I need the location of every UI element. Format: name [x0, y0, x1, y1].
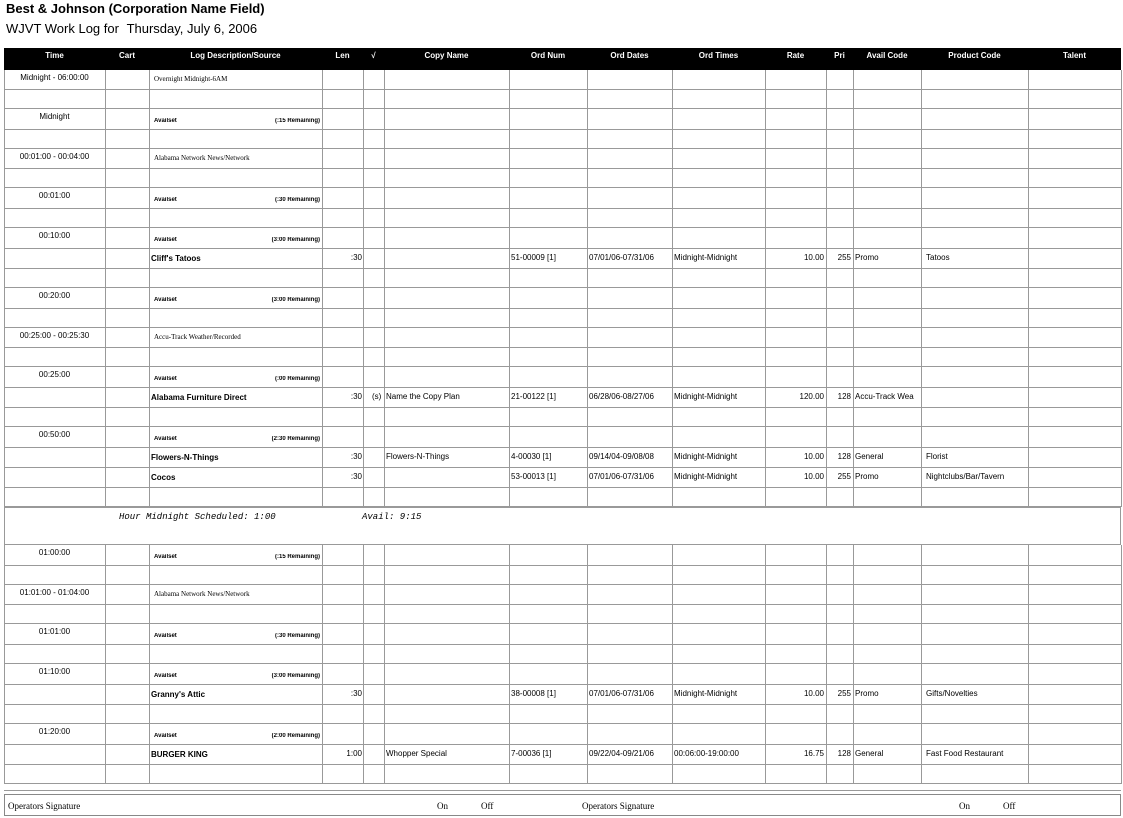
copy-name: Flowers-N-Things — [386, 452, 450, 461]
priority: 128 — [837, 392, 851, 401]
log-row — [0, 605, 1123, 624]
time-cell: 00:25:00 - 00:25:30 — [19, 331, 90, 340]
remaining-time: (:15 Remaining) — [274, 554, 320, 560]
log-row — [0, 427, 1123, 448]
avail-code: Promo — [855, 472, 879, 481]
availset-label: Availset — [154, 237, 177, 243]
availset-label: Availset — [154, 554, 177, 560]
log-row — [0, 90, 1123, 109]
order-number: 7-00036 [1] — [511, 749, 552, 758]
rate: 10.00 — [803, 472, 824, 481]
log-row — [0, 468, 1123, 488]
log-row — [0, 645, 1123, 664]
log-row — [0, 188, 1123, 209]
order-times: Midnight-Midnight — [674, 472, 738, 481]
log-row — [0, 149, 1123, 169]
spot-advertiser: Flowers-N-Things — [151, 453, 219, 462]
spot-length: :30 — [350, 472, 362, 481]
operator-signature-label-2: Operators Signature — [582, 801, 655, 811]
remaining-time: (:30 Remaining) — [274, 633, 320, 639]
product-code: Gifts/Novelties — [926, 689, 978, 698]
log-row — [0, 70, 1123, 90]
column-header-1: Cart — [118, 51, 135, 60]
time-cell: 00:10:00 — [38, 231, 71, 240]
order-dates: 07/01/06-07/31/06 — [589, 253, 654, 262]
priority: 128 — [837, 749, 851, 758]
remaining-time: (:30 Remaining) — [274, 197, 320, 203]
time-cell: 00:01:00 - 00:04:00 — [19, 152, 90, 161]
product-code: Fast Food Restaurant — [926, 749, 1004, 758]
spot-length: :30 — [350, 689, 362, 698]
log-row — [0, 545, 1123, 566]
report-date: Thursday, July 6, 2006 — [126, 21, 258, 36]
time-cell: 00:25:00 — [38, 370, 71, 379]
log-row — [0, 348, 1123, 367]
time-cell: 01:01:00 - 01:04:00 — [19, 588, 90, 597]
log-row — [0, 228, 1123, 249]
time-cell: 00:01:00 — [38, 191, 71, 200]
order-dates: 06/28/06-08/27/06 — [589, 392, 654, 401]
avail-code: Promo — [855, 689, 879, 698]
log-row — [0, 585, 1123, 605]
time-cell: Midnight — [39, 112, 70, 121]
off-label-1: Off — [481, 801, 494, 811]
log-row — [0, 566, 1123, 585]
column-header-5: Copy Name — [424, 51, 469, 60]
column-header-4: √ — [371, 51, 376, 60]
operator-signature-label-1: Operators Signature — [8, 801, 81, 811]
availset-label: Availset — [154, 197, 177, 203]
column-header-6: Ord Num — [530, 51, 566, 60]
on-label-2: On — [959, 801, 970, 811]
order-dates: 09/14/04-09/08/08 — [589, 452, 654, 461]
log-row — [0, 624, 1123, 645]
log-row — [0, 448, 1123, 468]
priority: 128 — [837, 452, 851, 461]
column-header-11: Avail Code — [866, 51, 908, 60]
spot-length: :30 — [350, 452, 362, 461]
avail-code: General — [855, 749, 884, 758]
priority: 255 — [837, 689, 851, 698]
time-cell: 01:01:00 — [38, 627, 71, 636]
product-code: Tatoos — [926, 253, 950, 262]
hour-scheduled: Hour Midnight Scheduled: 1:00 — [119, 512, 276, 522]
column-header-10: Pri — [834, 51, 845, 60]
log-row — [0, 488, 1123, 507]
product-code: Florist — [926, 452, 948, 461]
order-times: Midnight-Midnight — [674, 689, 738, 698]
signature-footer — [4, 794, 1121, 816]
check-cell: (s) — [372, 392, 382, 401]
availset-label: Availset — [154, 118, 177, 124]
copy-name: Whopper Special — [386, 749, 447, 758]
column-header-0: Time — [45, 51, 64, 60]
avail-code: General — [855, 452, 884, 461]
avail-code: Promo — [855, 253, 879, 262]
order-number: 4-00030 [1] — [511, 452, 552, 461]
time-cell: 01:10:00 — [38, 667, 71, 676]
copy-name: Name the Copy Plan — [386, 392, 460, 401]
remaining-time: (3:00 Remaining) — [271, 297, 320, 303]
time-cell: 00:20:00 — [38, 291, 71, 300]
order-number: 51-00009 [1] — [511, 253, 556, 262]
spot-advertiser: BURGER KING — [151, 750, 208, 759]
log-row — [0, 288, 1123, 309]
log-row — [0, 328, 1123, 348]
order-number: 53-00013 [1] — [511, 472, 556, 481]
remaining-time: (:00 Remaining) — [274, 376, 320, 382]
log-row — [0, 664, 1123, 685]
product-code: Nightclubs/Bar/Tavern — [926, 472, 1005, 481]
program-description: Overnight Midnight-6AM — [154, 75, 228, 83]
order-times: Midnight-Midnight — [674, 253, 738, 262]
order-dates: 07/01/06-07/31/06 — [589, 689, 654, 698]
spot-advertiser: Granny's Attic — [151, 690, 206, 699]
availset-label: Availset — [154, 376, 177, 382]
time-cell: 00:50:00 — [38, 430, 71, 439]
time-cell: 01:20:00 — [38, 727, 71, 736]
availset-label: Availset — [154, 633, 177, 639]
availset-label: Availset — [154, 436, 177, 442]
column-header-8: Ord Times — [698, 51, 739, 60]
column-header-7: Ord Dates — [610, 51, 649, 60]
remaining-time: (:15 Remaining) — [274, 118, 320, 124]
log-row — [0, 109, 1123, 130]
order-number: 38-00008 [1] — [511, 689, 556, 698]
log-row — [0, 388, 1123, 408]
hour-summary — [4, 507, 1121, 545]
rate: 10.00 — [803, 689, 824, 698]
order-times: Midnight-Midnight — [674, 452, 738, 461]
log-row — [0, 169, 1123, 188]
log-row — [0, 309, 1123, 328]
log-row — [0, 745, 1123, 765]
report-title-label: WJVT Work Log for — [6, 21, 119, 36]
column-header-13: Talent — [1063, 51, 1086, 60]
rate: 10.00 — [803, 253, 824, 262]
spot-advertiser: Cocos — [151, 473, 176, 482]
spot-advertiser: Cliff's Tatoos — [151, 254, 201, 263]
log-row — [0, 249, 1123, 269]
log-row — [0, 408, 1123, 427]
company-name: Best & Johnson (Corporation Name Field) — [6, 1, 265, 16]
log-row — [0, 724, 1123, 745]
column-header-9: Rate — [786, 51, 805, 60]
remaining-time: (3:00 Remaining) — [271, 237, 320, 243]
log-row — [0, 765, 1123, 784]
program-description: Accu-Track Weather/Recorded — [154, 333, 241, 341]
spot-length: :30 — [350, 253, 362, 262]
order-dates: 09/22/04-09/21/06 — [589, 749, 654, 758]
order-dates: 07/01/06-07/31/06 — [589, 472, 654, 481]
log-row — [0, 705, 1123, 724]
spot-length: 1:00 — [346, 749, 362, 758]
priority: 255 — [837, 472, 851, 481]
order-number: 21-00122 [1] — [511, 392, 556, 401]
remaining-time: (3:00 Remaining) — [271, 673, 320, 679]
order-times: 00:06:00-19:00:00 — [674, 749, 739, 758]
log-row — [0, 269, 1123, 288]
column-header-2: Log Description/Source — [190, 51, 281, 60]
priority: 255 — [837, 253, 851, 262]
spot-advertiser: Alabama Furniture Direct — [151, 393, 247, 402]
avail-code: Accu-Track Wea — [855, 392, 914, 401]
program-description: Alabama Network News/Network — [154, 590, 250, 598]
availset-label: Availset — [154, 733, 177, 739]
remaining-time: (2:30 Remaining) — [271, 436, 320, 442]
availset-label: Availset — [154, 673, 177, 679]
remaining-time: (2:00 Remaining) — [271, 733, 320, 739]
hour-avail: Avail: 9:15 — [362, 512, 422, 522]
rate: 16.75 — [803, 749, 824, 758]
log-row — [0, 130, 1123, 149]
time-cell: 01:00:00 — [38, 548, 71, 557]
column-header-12: Product Code — [948, 51, 1001, 60]
off-label-2: Off — [1003, 801, 1016, 811]
log-row — [0, 507, 1123, 545]
availset-label: Availset — [154, 297, 177, 303]
log-row — [0, 209, 1123, 228]
on-label-1: On — [437, 801, 448, 811]
rate: 120.00 — [799, 392, 824, 401]
column-header-3: Len — [335, 51, 350, 60]
rate: 10.00 — [803, 452, 824, 461]
log-row — [0, 367, 1123, 388]
program-description: Alabama Network News/Network — [154, 154, 250, 162]
log-row — [0, 685, 1123, 705]
order-times: Midnight-Midnight — [674, 392, 738, 401]
time-cell: Midnight - 06:00:00 — [20, 73, 89, 82]
spot-length: :30 — [350, 392, 362, 401]
